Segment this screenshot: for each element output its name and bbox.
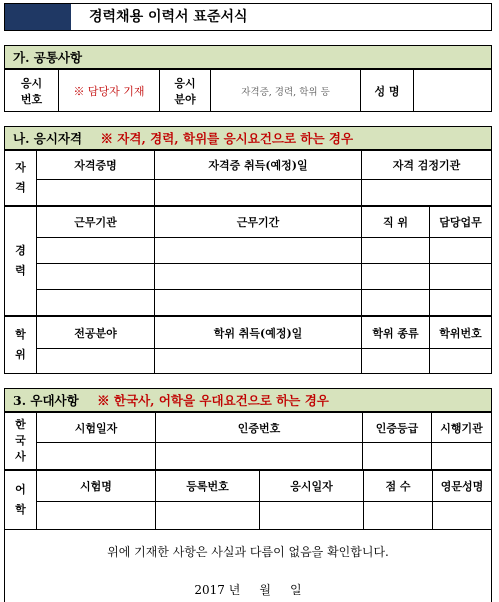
language-col-date: 응시일자 [260, 471, 364, 502]
career-col-duty: 담당업무 [430, 207, 492, 238]
history-input[interactable] [37, 443, 156, 470]
language-input[interactable] [364, 502, 433, 530]
career-col-period: 근무기간 [155, 207, 362, 238]
exam-no-cell [59, 70, 160, 112]
history-input[interactable] [432, 443, 492, 470]
career-input[interactable] [37, 263, 155, 289]
field-hint: 자격증, 경력, 학위 등 [241, 86, 330, 98]
field-cell[interactable] [211, 70, 361, 112]
degree-input[interactable] [430, 349, 492, 374]
cert-input-agency[interactable] [362, 180, 492, 206]
name-label: 성 명 [361, 70, 414, 112]
cert-label: 자 격 [5, 151, 37, 206]
career-input[interactable] [37, 289, 155, 315]
history-table [4, 412, 492, 470]
career-input[interactable] [430, 238, 492, 264]
language-col-name: 영문성명 [433, 471, 492, 502]
title-accent [5, 4, 71, 30]
cert-col-date: 자격증 취득(예정)일 [155, 151, 362, 180]
degree-col-type: 학위 종류 [362, 317, 430, 349]
career-input[interactable] [362, 289, 430, 315]
cert-table [4, 150, 492, 206]
section-preferences-header [4, 388, 492, 412]
confirmation-box [4, 530, 492, 602]
history-input[interactable] [156, 443, 363, 470]
exam-no-hint: ※ 담당자 기재 [73, 84, 145, 98]
history-col-agency: 시행기관 [432, 413, 492, 443]
language-input[interactable] [37, 502, 156, 530]
degree-input[interactable] [362, 349, 430, 374]
career-col-org: 근무기관 [37, 207, 155, 238]
language-input[interactable] [433, 502, 492, 530]
preferences-note: ※ 한국사, 어학을 우대요건으로 하는 경우 [97, 393, 329, 408]
history-col-number: 인증번호 [156, 413, 363, 443]
language-col-score: 점 수 [364, 471, 433, 502]
degree-input[interactable] [155, 349, 362, 374]
degree-col-number: 학위번호 [430, 317, 492, 349]
language-col-regno: 등록번호 [156, 471, 260, 502]
cert-input-name[interactable] [37, 180, 155, 206]
section-common-header: 가. 공통사항 [4, 45, 492, 69]
preferences-title: 3. 우대사항 [13, 393, 79, 408]
history-label: 한 국 사 [5, 413, 37, 470]
date-line: 2017 년 월 일 [194, 583, 302, 597]
degree-input[interactable] [37, 349, 155, 374]
career-input[interactable] [430, 289, 492, 315]
career-input[interactable] [362, 263, 430, 289]
language-col-test: 시험명 [37, 471, 156, 502]
name-cell[interactable] [414, 70, 492, 112]
career-col-position: 직 위 [362, 207, 430, 238]
language-table [4, 470, 492, 530]
degree-table [4, 316, 492, 374]
confirmation-text: 위에 기재한 사항은 사실과 다름이 없음을 확인합니다. [107, 545, 389, 559]
history-input[interactable] [363, 443, 432, 470]
qualifications-title: 나. 응시자격 [13, 131, 83, 146]
history-col-date: 시험일자 [37, 413, 156, 443]
career-table [4, 206, 492, 316]
degree-col-date: 학위 취득(예정)일 [155, 317, 362, 349]
career-input[interactable] [430, 263, 492, 289]
career-input[interactable] [155, 263, 362, 289]
career-input[interactable] [37, 238, 155, 264]
career-input[interactable] [155, 289, 362, 315]
section-qualifications-header [4, 126, 492, 150]
career-input[interactable] [362, 238, 430, 264]
field-label: 응시 분야 [160, 70, 211, 112]
history-col-grade: 인증등급 [363, 413, 432, 443]
degree-label: 학 위 [5, 317, 37, 374]
cert-col-agency: 자격 검정기관 [362, 151, 492, 180]
career-label: 경 력 [5, 207, 37, 316]
qualifications-note: ※ 자격, 경력, 학위를 응시요건으로 하는 경우 [100, 131, 354, 146]
title-bar [4, 3, 492, 31]
exam-no-label: 응시 번호 [5, 70, 59, 112]
cert-input-date[interactable] [155, 180, 362, 206]
language-input[interactable] [260, 502, 364, 530]
page-title: 경력채용 이력서 표준서식 [89, 9, 248, 25]
cert-col-name: 자격증명 [37, 151, 155, 180]
career-input[interactable] [155, 238, 362, 264]
common-table [4, 69, 492, 112]
degree-col-major: 전공분야 [37, 317, 155, 349]
language-label: 어 학 [5, 471, 37, 530]
language-input[interactable] [156, 502, 260, 530]
